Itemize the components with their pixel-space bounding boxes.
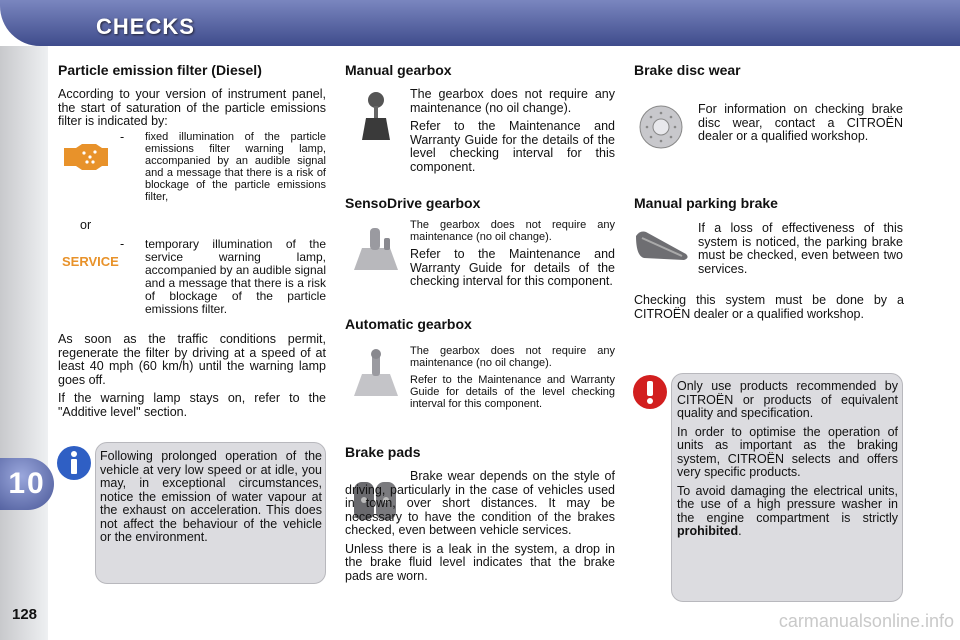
parking-brake-text: If a loss of effectiveness of this system is noticed, the parking brake must be checked, even between two services. [698, 221, 903, 276]
exclamation-icon [632, 374, 668, 410]
warning-paragraph-3: To avoid damaging the electrical units, the use of a high pressure washer in the engine compartment is strictly prohibited. [677, 483, 898, 538]
particle-filter-warning-icon [62, 140, 110, 174]
warning-paragraph-2: In order to optimise the operation of units as important as the braking system, CITROËN selects and offers very specific products. [677, 424, 898, 479]
brake-pads-text [345, 470, 615, 583]
automatic-paragraph-1: The gearbox does not require any maintenance (no oil change). [410, 345, 615, 369]
brake-disc-icon [638, 104, 684, 150]
warning-box-text [677, 380, 898, 539]
manual-gearbox-text [410, 88, 615, 174]
regenerate-text [58, 333, 326, 419]
sensodrive-text [410, 219, 615, 289]
brake-disc-text: For information on checking brake disc wear, contact a CITROËN dealer or a qualified workshop. [698, 102, 903, 143]
prohibited-emphasis: prohibited [677, 524, 739, 538]
brake-pads-paragraph-1: Brake wear depends on the style of driving, particularly in the case of vehicles used in town, over short distances. It may be necessary to have the condition of the brakes checked, even between vehicle services. [345, 469, 615, 537]
section-title-particle-filter: Particle emission filter (Diesel) [58, 62, 262, 78]
manual-gearbox-icon [356, 90, 396, 142]
watermark: carmanualsonline.info [778, 611, 954, 631]
sensodrive-paragraph-1: The gearbox does not require any maintenance (no oil change). [410, 219, 615, 243]
brake-pads-paragraph-2: Unless there is a leak in the system, a drop in the brake fluid level indicates that the brake pads are worn. [345, 541, 615, 583]
automatic-paragraph-2: Refer to the Maintenance and Warranty Guide for details of the level checking interval for this component. [410, 374, 615, 410]
parking-brake-icon [634, 228, 690, 262]
additive-level-paragraph: If the warning lamp stays on, refer to the "Additive level" section. [58, 391, 326, 419]
list-dash: - [120, 130, 125, 144]
parking-brake-dealer-text: Checking this system must be done by a CITROËN dealer or a qualified workshop. [634, 293, 904, 321]
warning-paragraph-1: Only use products recommended by CITROËN or products of equivalent quality and specification. [677, 379, 898, 420]
section-title-manual-gearbox: Manual gearbox [345, 62, 452, 78]
section-title-brake-disc: Brake disc wear [634, 62, 741, 78]
section-title-automatic: Automatic gearbox [345, 316, 472, 332]
automatic-gearbox-icon [350, 348, 402, 400]
list-dash: - [120, 237, 125, 251]
manual-gearbox-paragraph-2: Refer to the Maintenance and Warranty Guide for the details of the level checking interval for this component. [410, 119, 615, 174]
section-title-parking-brake: Manual parking brake [634, 195, 778, 211]
info-box-text: Following prolonged operation of the vehicle at very low speed or at idle, you may, in exceptional circumstances, notice the emission of water vapour at the exhaust on acceleration. This does not affect the behaviour of the vehicle or the environment. [100, 449, 322, 544]
or-label: or [80, 218, 92, 232]
manual-gearbox-paragraph-1: The gearbox does not require any maintenance (no oil change). [410, 87, 615, 115]
list-item-filter-lamp: fixed illumination of the particle emissions filter warning lamp, accompanied by an audible signal and a message that there is a risk of blockage of the particle emissions filter, [145, 131, 326, 203]
section-title-sensodrive: SensoDrive gearbox [345, 195, 481, 211]
sensodrive-paragraph-2: Refer to the Maintenance and Warranty Guide for details of the checking interval for this component. [410, 247, 615, 288]
service-warning-icon: SERVICE [62, 254, 119, 269]
list-item-service-lamp: temporary illumination of the service warning lamp, accompanied by an audible signal and a message that there is a risk of blockage of the particle emissions filter. [145, 237, 326, 316]
particle-filter-intro: According to your version of instrument panel, the start of saturation of the particle emissions filter is indicated by: [58, 87, 326, 128]
automatic-text [410, 345, 615, 410]
page-number: 128 [12, 606, 38, 623]
section-title-brake-pads: Brake pads [345, 444, 421, 460]
sensodrive-gearbox-icon [350, 224, 402, 274]
side-strip [0, 46, 48, 640]
chapter-tab: 10 [0, 458, 54, 510]
page-title: CHECKS [96, 14, 195, 39]
info-icon [56, 445, 92, 481]
regenerate-paragraph: As soon as the traffic conditions permit, regenerate the filter by driving at a speed of at least 40 mph (60 km/h) until the warning lamp goes off. [58, 332, 326, 387]
